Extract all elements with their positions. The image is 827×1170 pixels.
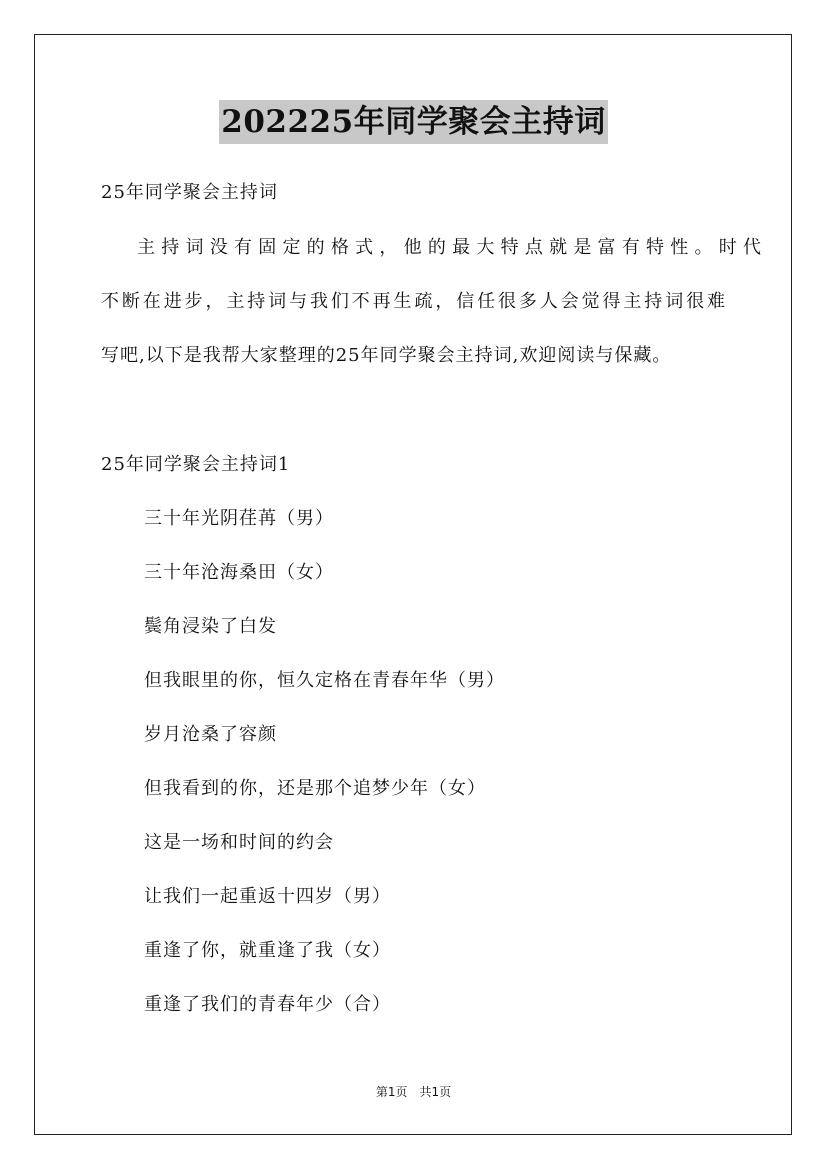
intro-paragraph-line-3: 写吧,以下是我帮大家整理的25年同学聚会主持词,欢迎阅读与保藏。 [101, 345, 672, 366]
section-heading: 25年同学聚会主持词1 [101, 454, 291, 475]
verse-line: 重逢了你，就重逢了我（女） [144, 940, 391, 961]
title-container [0, 100, 827, 144]
intro-paragraph-line-1: 主持词没有固定的格式，他的最大特点就是富有特性。时代 [137, 237, 762, 258]
verse-line: 岁月沧桑了容颜 [144, 724, 277, 745]
verse-line: 但我看到的你，还是那个追梦少年（女） [144, 778, 486, 799]
verse-line: 鬓角浸染了白发 [144, 616, 277, 637]
verse-line: 重逢了我们的青春年少（合） [144, 994, 391, 1015]
verse-line: 这是一场和时间的约会 [144, 832, 334, 853]
document-subtitle: 25年同学聚会主持词 [101, 182, 278, 203]
verse-line: 三十年沧海桑田（女） [144, 562, 334, 583]
verse-line: 但我眼里的你，恒久定格在青春年华（男） [144, 670, 505, 691]
document-title: 202225年同学聚会主持词 [219, 100, 607, 144]
verse-line: 三十年光阴荏苒（男） [144, 508, 334, 529]
intro-paragraph-line-2: 不断在进步，主持词与我们不再生疏，信任很多人会觉得主持词很难 [101, 291, 726, 312]
verse-line: 让我们一起重返十四岁（男） [144, 886, 391, 907]
page-number-footer: 第1页 共1页 [375, 1085, 452, 1099]
